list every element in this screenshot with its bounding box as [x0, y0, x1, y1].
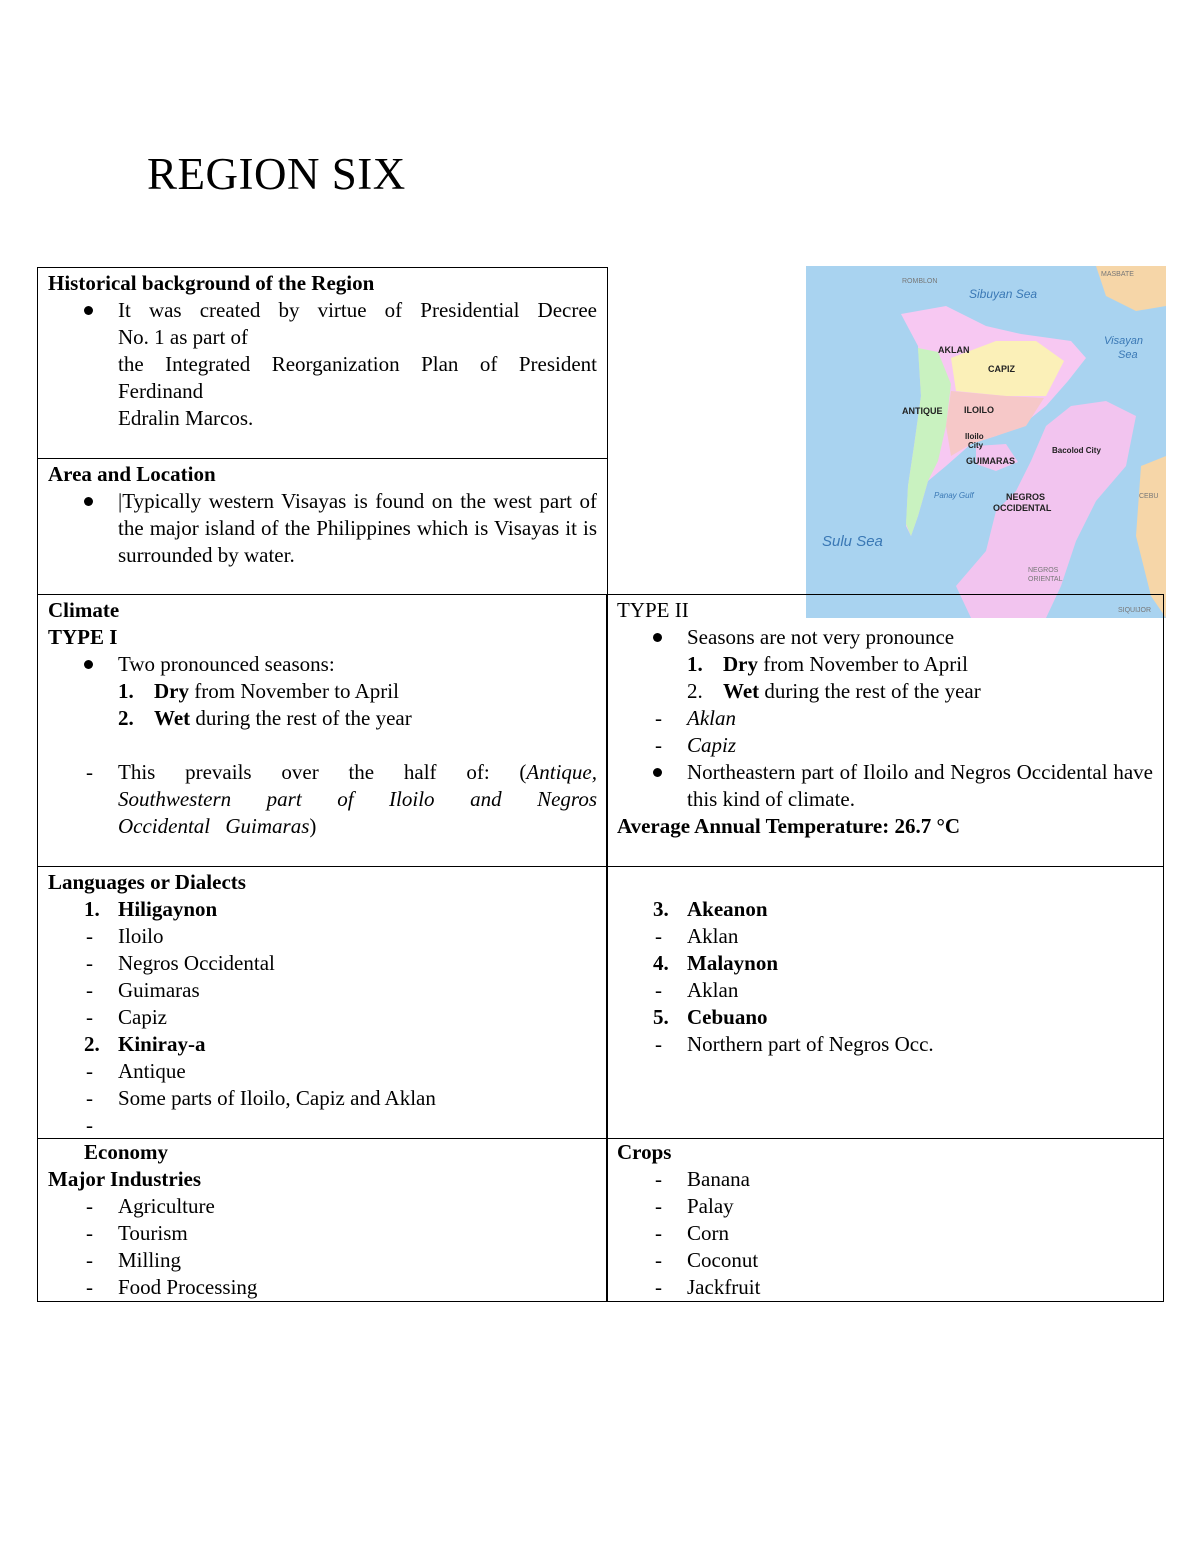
- list-item-text: Agriculture: [118, 1194, 215, 1218]
- dash-marker: -: [86, 978, 93, 1002]
- dash-marker: -: [86, 1194, 93, 1218]
- type1-bullet-text: Two pronounced seasons:: [118, 652, 335, 676]
- region-map: [806, 266, 1166, 618]
- bullet-icon: [84, 488, 93, 515]
- list-item-text: Akeanon: [687, 897, 768, 921]
- climate-type2-cell: [606, 594, 1164, 867]
- climate-heading: Climate: [48, 598, 120, 622]
- list-item: [617, 1220, 1153, 1247]
- list-item-text: Corn: [687, 1221, 729, 1245]
- dash-marker: -: [655, 706, 662, 730]
- type1-item-2-rest: during the rest of the year: [190, 706, 412, 730]
- avg-temperature: Average Annual Temperature: 26.7 °C: [617, 814, 961, 838]
- map-label-negros-oriental: NEGROS: [1028, 567, 1059, 574]
- type1-bullet: [48, 651, 597, 678]
- list-item: [617, 1193, 1153, 1220]
- list-item-text: Malaynon: [687, 951, 779, 975]
- crops-list: [617, 1166, 1153, 1301]
- language-item: [617, 1004, 1153, 1031]
- language-place: [617, 1031, 1153, 1058]
- list-number: 2.: [84, 1032, 100, 1056]
- map-label-aklan: AKLAN: [938, 345, 970, 355]
- map-label-negros-oriental-2: ORIENTAL: [1028, 576, 1063, 583]
- economy-cell: [37, 1138, 608, 1302]
- type2-item-1: [617, 651, 1153, 678]
- languages-heading: Languages or Dialects: [48, 870, 246, 894]
- language-place: [617, 923, 1153, 950]
- language-place: [48, 1058, 597, 1085]
- map-label-iloilo-city-2: City: [968, 441, 984, 450]
- list-item: [617, 1274, 1153, 1301]
- history-line-3: the Integrated Reorganization Plan of President: [118, 352, 597, 376]
- map-label-guimaras: GUIMARAS: [966, 456, 1015, 466]
- language-place: [48, 923, 597, 950]
- type2-label: TYPE II: [617, 598, 689, 622]
- languages-left-cell: [37, 866, 608, 1139]
- type1-label: TYPE I: [48, 625, 118, 649]
- list-item-text: Guimaras: [118, 978, 200, 1002]
- list-item-text: Antique: [118, 1059, 186, 1083]
- map-label-sibuyan: Sibuyan Sea: [969, 287, 1038, 301]
- type1-prevails-close: ): [309, 814, 317, 838]
- dash-marker: -: [655, 1167, 662, 1191]
- type2-note: [617, 759, 1153, 813]
- list-item-text: Cebuano: [687, 1005, 768, 1029]
- list-item-text: Iloilo: [118, 924, 164, 948]
- list-item-text: Coconut: [687, 1248, 759, 1272]
- languages-right-cell: [606, 866, 1164, 1139]
- type2-item-2-rest: during the rest of the year: [759, 679, 981, 703]
- map-label-visayan-sea: Sea: [1118, 349, 1138, 361]
- type2-place-2: [617, 732, 1153, 759]
- dash-marker: -: [86, 924, 93, 948]
- list-number: 4.: [653, 951, 669, 975]
- map-label-masbate: MASBATE: [1101, 271, 1134, 278]
- language-place: [48, 977, 597, 1004]
- list-item-text: Kiniray-a: [118, 1032, 206, 1056]
- industries-list: [48, 1193, 597, 1301]
- type2-bullet: [617, 624, 1153, 651]
- area-heading: Area and Location: [48, 462, 216, 486]
- type1-item-1-num: 1.: [118, 679, 134, 703]
- dash-marker: -: [86, 1086, 93, 1110]
- language-item: [48, 1031, 597, 1058]
- list-item-text: Capiz: [118, 1005, 167, 1029]
- list-item: [48, 1274, 597, 1301]
- type1-item-1: [48, 678, 597, 705]
- map-label-occidental: OCCIDENTAL: [993, 503, 1052, 513]
- type1-prevails-text: This prevails over the half of: (: [118, 760, 527, 784]
- dash-marker: -: [86, 1275, 93, 1299]
- type2-bullet-text: Seasons are not very pronounce: [687, 625, 955, 649]
- dash-marker: -: [655, 1275, 662, 1299]
- history-line-4: Ferdinand: [118, 379, 204, 403]
- list-item: [617, 1247, 1153, 1274]
- history-line-5: Edralin Marcos.: [118, 406, 254, 430]
- industries-heading: Major Industries: [48, 1167, 202, 1191]
- type2-place-2-text: Capiz: [687, 733, 737, 757]
- type2-item-2-num: 2.: [687, 679, 703, 703]
- type2-item-2-bold: Wet: [723, 679, 760, 703]
- history-cell: [37, 267, 608, 459]
- type2-note-text: Northeastern part of Iloilo and Negros Occidental have this kind of climate.: [687, 760, 1153, 811]
- dash-marker: -: [86, 760, 93, 784]
- type1-item-1-bold: Dry: [154, 679, 189, 703]
- bullet-icon: [653, 759, 662, 786]
- climate-type1-cell: [37, 594, 608, 867]
- map-label-negros: NEGROS: [1006, 492, 1046, 502]
- list-item-text: Aklan: [687, 924, 739, 948]
- list-number: 5.: [653, 1005, 669, 1029]
- type1-prevails: [48, 759, 597, 840]
- dash-marker: -: [655, 1032, 662, 1056]
- list-item-text: Hiligaynon: [118, 897, 218, 921]
- languages-left-list: [48, 896, 597, 1139]
- map-label-cebu: CEBU: [1139, 493, 1159, 500]
- type2-item-1-num: 1.: [687, 652, 703, 676]
- list-number: 3.: [653, 897, 669, 921]
- type1-item-2-num: 2.: [118, 706, 134, 730]
- history-line-2: No. 1 as part of: [118, 325, 249, 349]
- list-item-text: Tourism: [118, 1221, 188, 1245]
- map-label-visayan: Visayan: [1104, 335, 1143, 347]
- dash-marker: -: [86, 1005, 93, 1029]
- list-item-text: Milling: [118, 1248, 182, 1272]
- list-item-text: Food Processing: [118, 1275, 258, 1299]
- type1-item-1-rest: from November to April: [189, 679, 399, 703]
- list-item-text: Banana: [687, 1167, 750, 1191]
- type1-item-2-bold: Wet: [154, 706, 191, 730]
- language-item: [617, 896, 1153, 923]
- map-label-siquijor: SIQUIJOR: [1118, 607, 1152, 614]
- language-place: [48, 1112, 597, 1139]
- map-label-iloilo-city: Iloilo: [965, 432, 984, 441]
- history-line-1: It was created by virtue of Presidential Decree: [118, 298, 597, 322]
- list-item: [48, 1193, 597, 1220]
- economy-heading: Economy: [84, 1140, 168, 1164]
- list-item-text: Northern part of Negros Occ.: [687, 1032, 934, 1056]
- list-number: 1.: [84, 897, 100, 921]
- list-item-text: Palay: [687, 1194, 734, 1218]
- map-label-romblon: ROMBLON: [902, 278, 938, 285]
- list-item: [48, 1247, 597, 1274]
- list-item-text: Jackfruit: [687, 1275, 761, 1299]
- type2-item-1-bold: Dry: [723, 652, 758, 676]
- languages-right-list: [617, 896, 1153, 1058]
- list-item: [48, 1220, 597, 1247]
- type1-prevails-places: Antique, Southwestern part of Iloilo and Negros Occidental Guimaras: [118, 760, 597, 838]
- dash-marker: -: [86, 1059, 93, 1083]
- map-label-sulu: Sulu Sea: [822, 533, 883, 550]
- dash-marker: -: [86, 1221, 93, 1245]
- area-text: |Typically western Visayas is found on the west part of the major island of the Philippines which is Visayas it is surrounded by water.: [118, 489, 597, 567]
- dash-marker: -: [655, 733, 662, 757]
- language-item: [48, 896, 597, 923]
- language-place: [48, 1004, 597, 1031]
- dash-marker: -: [655, 924, 662, 948]
- type2-item-1-rest: from November to April: [758, 652, 968, 676]
- history-heading: Historical background of the Region: [48, 271, 375, 295]
- bullet-icon: [84, 651, 93, 678]
- dash-marker: -: [655, 1248, 662, 1272]
- history-bullet: [48, 297, 597, 432]
- map-label-bacolod: Bacolod City: [1052, 446, 1101, 455]
- dash-marker: -: [655, 1194, 662, 1218]
- bullet-icon: [653, 624, 662, 651]
- area-cell: [37, 458, 608, 595]
- language-item: [617, 950, 1153, 977]
- map-label-capiz: CAPIZ: [988, 364, 1015, 374]
- page-title: REGION SIX: [147, 149, 406, 199]
- map-label-panay-gulf: Panay Gulf: [934, 491, 974, 500]
- type2-place-1-text: Aklan: [687, 706, 736, 730]
- area-bullet: [48, 488, 597, 569]
- language-place: [48, 1085, 597, 1112]
- type2-place-1: [617, 705, 1153, 732]
- dash-marker: -: [86, 951, 93, 975]
- dash-marker: -: [86, 1113, 93, 1137]
- language-place: [48, 950, 597, 977]
- dash-marker: -: [655, 1221, 662, 1245]
- map-label-iloilo: ILOILO: [964, 405, 994, 415]
- map-label-antique: ANTIQUE: [902, 406, 943, 416]
- list-item-text: Some parts of Iloilo, Capiz and Aklan: [118, 1086, 436, 1110]
- dash-marker: -: [86, 1248, 93, 1272]
- list-item-text: Negros Occidental: [118, 951, 275, 975]
- bullet-icon: [84, 297, 93, 324]
- language-place: [617, 977, 1153, 1004]
- type1-item-2: [48, 705, 597, 732]
- list-item: [617, 1166, 1153, 1193]
- crops-cell: [606, 1138, 1164, 1302]
- type2-item-2: [617, 678, 1153, 705]
- list-item-text: Aklan: [687, 978, 739, 1002]
- dash-marker: -: [655, 978, 662, 1002]
- crops-heading: Crops: [617, 1140, 672, 1164]
